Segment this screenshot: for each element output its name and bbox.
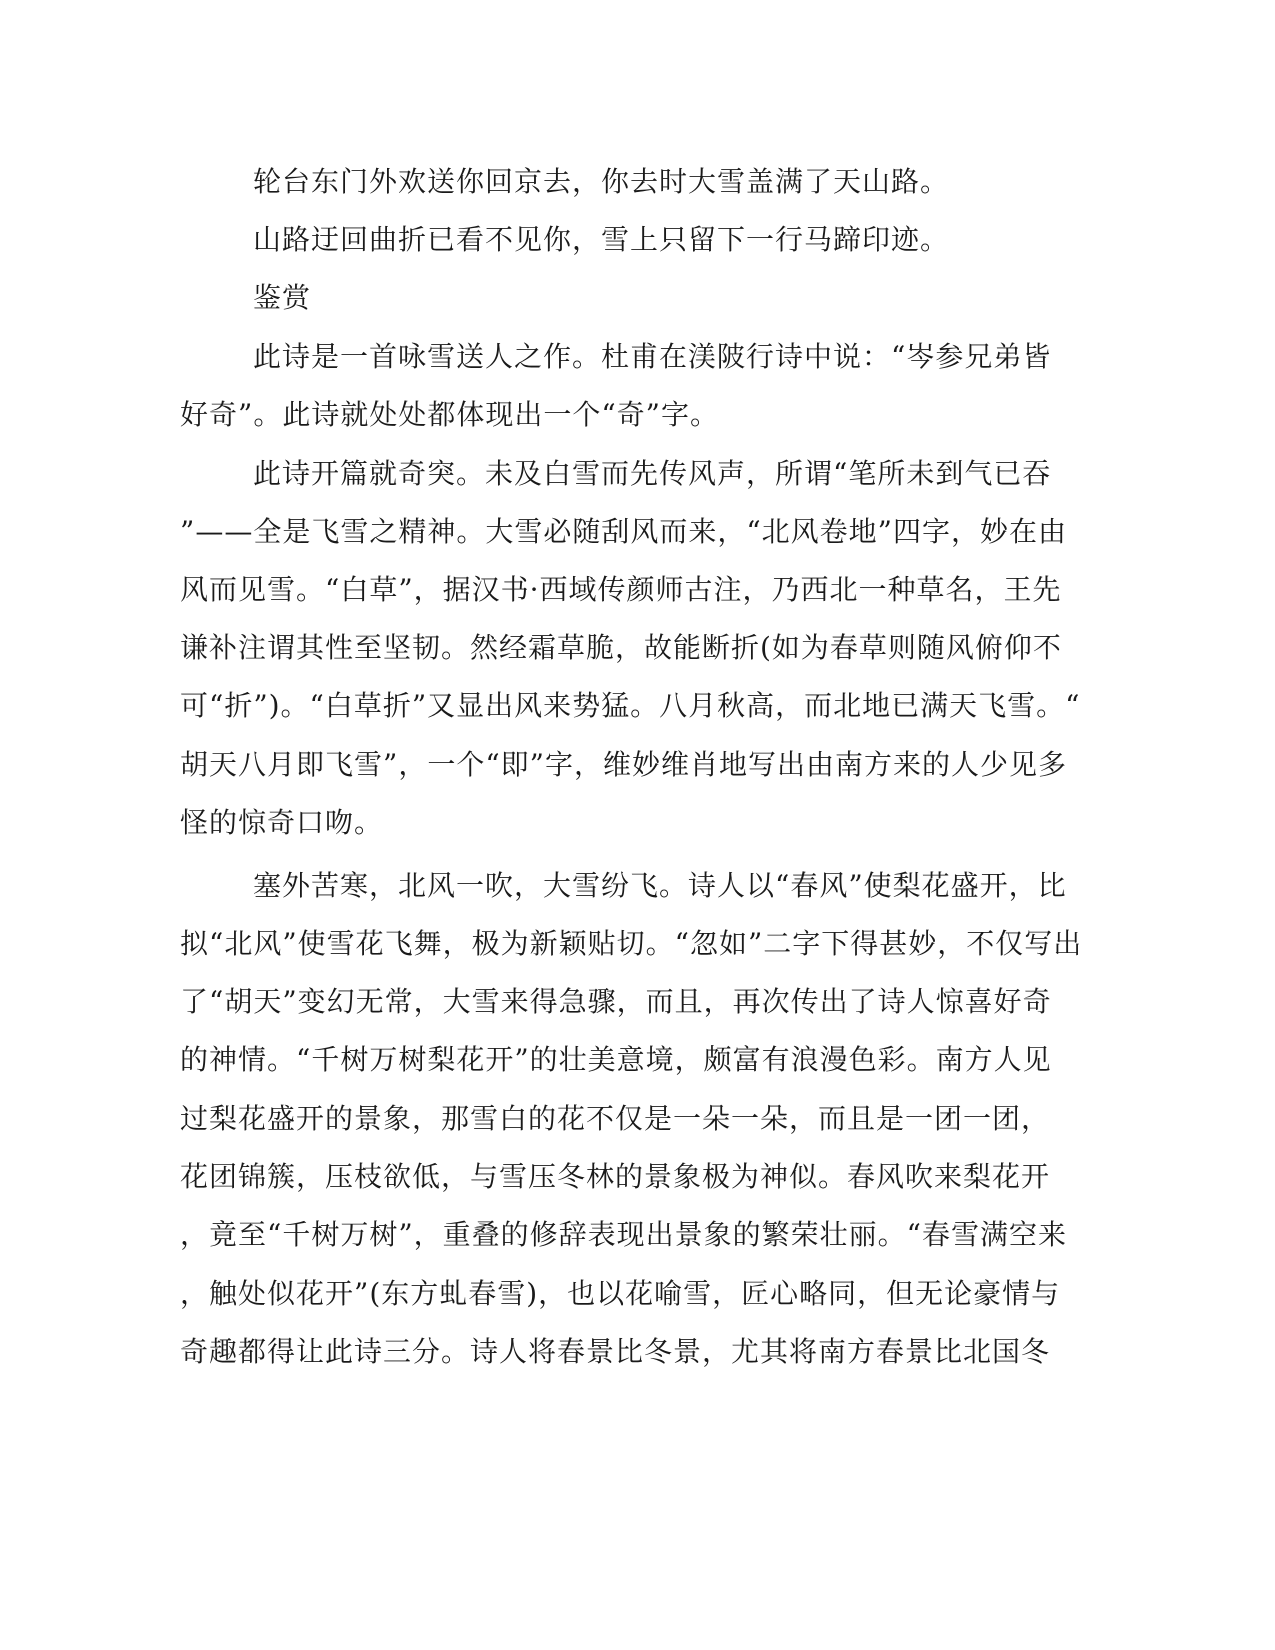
paragraph-1-line-2: 好奇”。此诗就处处都体现出一个“奇”字。 (180, 398, 719, 431)
paragraph-3-line-5: 过梨花盛开的景象，那雪白的花不仅是一朵一朵，而且是一团一团， (180, 1102, 1051, 1135)
paragraph-3-line-8: ，触处似花开”(东方虬春雪)，也以花喻雪，匠心略同，但无论豪情与 (180, 1277, 1061, 1310)
paragraph-2-line-5: 可“折”)。“白草折”又显出风来势猛。八月秋高，而北地已满天飞雪。“ (180, 689, 1081, 722)
paragraph-2-line-7: 怪的惊奇口吻。 (180, 806, 384, 839)
paragraph-2-line-2: ”——全是飞雪之精神。大雪必随刮风而来，“北风卷地”四字，妙在由 (180, 515, 1067, 548)
translation-line-1: 轮台东门外欢送你回京去，你去时大雪盖满了天山路。 (253, 165, 950, 198)
paragraph-3-line-9: 奇趣都得让此诗三分。诗人将春景比冬景，尤其将南方春景比北国冬 (180, 1335, 1051, 1368)
paragraph-3-line-7: ，竟至“千树万树”，重叠的修辞表现出景象的繁荣壮丽。“春雪满空来 (180, 1218, 1067, 1251)
paragraph-2-line-6: 胡天八月即飞雪”，一个“即”字，维妙维肖地写出由南方来的人少见多 (180, 748, 1067, 781)
paragraph-3-line-6: 花团锦簇，压枝欲低，与雪压冬林的景象极为神似。春风吹来梨花开 (180, 1160, 1051, 1193)
paragraph-3-line-2: 拟“北风”使雪花飞舞，极为新颖贴切。“忽如”二字下得甚妙，不仅写出 (180, 927, 1083, 960)
paragraph-2-line-4: 谦补注谓其性至坚韧。然经霜草脆，故能断折(如为春草则随风俯仰不 (180, 631, 1062, 664)
section-heading: 鉴赏 (253, 281, 312, 314)
paragraph-3-line-4: 的神情。“千树万树梨花开”的壮美意境，颇富有浪漫色彩。南方人见 (180, 1043, 1052, 1076)
paragraph-1-line-1: 此诗是一首咏雪送人之作。杜甫在渼陂行诗中说：“岑参兄弟皆 (253, 340, 1052, 373)
paragraph-3-line-1: 塞外苦寒，北风一吹，大雪纷飞。诗人以“春风”使梨花盛开，比 (253, 869, 1067, 902)
paragraph-2-line-1: 此诗开篇就奇突。未及白雪而先传风声，所谓“笔所未到气已吞 (253, 457, 1052, 490)
paragraph-2-line-3: 风而见雪。“白草”，据汉书·西域传颜师古注，乃西北一种草名，王先 (180, 573, 1062, 606)
translation-line-2: 山路迂回曲折已看不见你，雪上只留下一行马蹄印迹。 (253, 223, 950, 256)
paragraph-3-line-3: 了“胡天”变幻无常，大雪来得急骤，而且，再次传出了诗人惊喜好奇 (180, 985, 1052, 1018)
